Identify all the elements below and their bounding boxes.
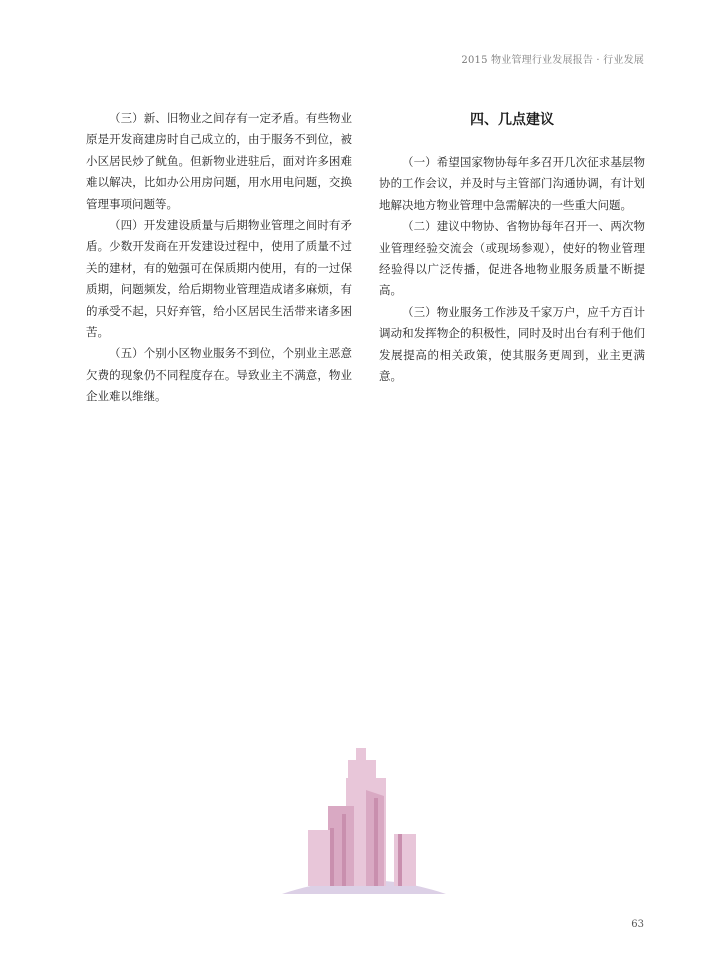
building-strip [330,828,334,886]
building-left-low [308,830,330,886]
paragraph: （四）开发建设质量与后期物业管理之间时有矛盾。少数开发商在开发建设过程中，使用了质量不过关的建材，有的勉强可在保质期内使用，有的一过保质期，问题频发，给后期物业管理造成诸多麻烦，有的承受不起，只好弃管，给小区居民生活带来诸多困苦。 [86,218,352,340]
paragraph: （三）新、旧物业之间存有一定矛盾。有些物业原是开发商建房时自己成立的，由于服务不到位，被小区居民炒了鱿鱼。但新物业进驻后，面对许多困难难以解决，比如办公用房问题，用水用电问题，交换管理事项问题等。 [86,111,352,211]
building-strip [398,834,402,886]
city-buildings-icon [280,748,448,896]
left-column [86,108,352,408]
paragraph: （三）物业服务工作涉及千家万户，应千方百计调动和发挥物企的积极性，同时及时出台有利于他们发展提高的相关政策，使其服务更周到，业主更满意。 [379,304,645,384]
paragraph: （一）希望国家物协每年多召开几次征求基层物协的工作会议，并及时与主管部门沟通协调，有计划地解决地方物业管理中急需解决的一些重大问题。 [379,155,645,212]
building-tower-top [356,748,366,762]
building-strip [374,798,378,886]
paragraph: （五）个别小区物业服务不到位，个别业主恶意欠费的现象仍不同程度存在。导致业主不满意，物业企业难以维继。 [86,346,352,404]
building-tower-upper [348,760,376,780]
paragraph: （二）建议中物协、省物协每年召开一、两次物业管理经验交流会（或现场参观），使好的物业管理经验得以广泛传播，促进各地物业服务质量不断提高。 [379,219,645,298]
running-header: 2015 物业管理行业发展报告 · 行业发展 [461,55,644,66]
building-strip [342,814,346,886]
building-right-low [394,834,416,886]
page-number: 63 [631,919,644,930]
right-column [379,108,645,387]
section-title: 四、几点建议 [470,112,554,128]
